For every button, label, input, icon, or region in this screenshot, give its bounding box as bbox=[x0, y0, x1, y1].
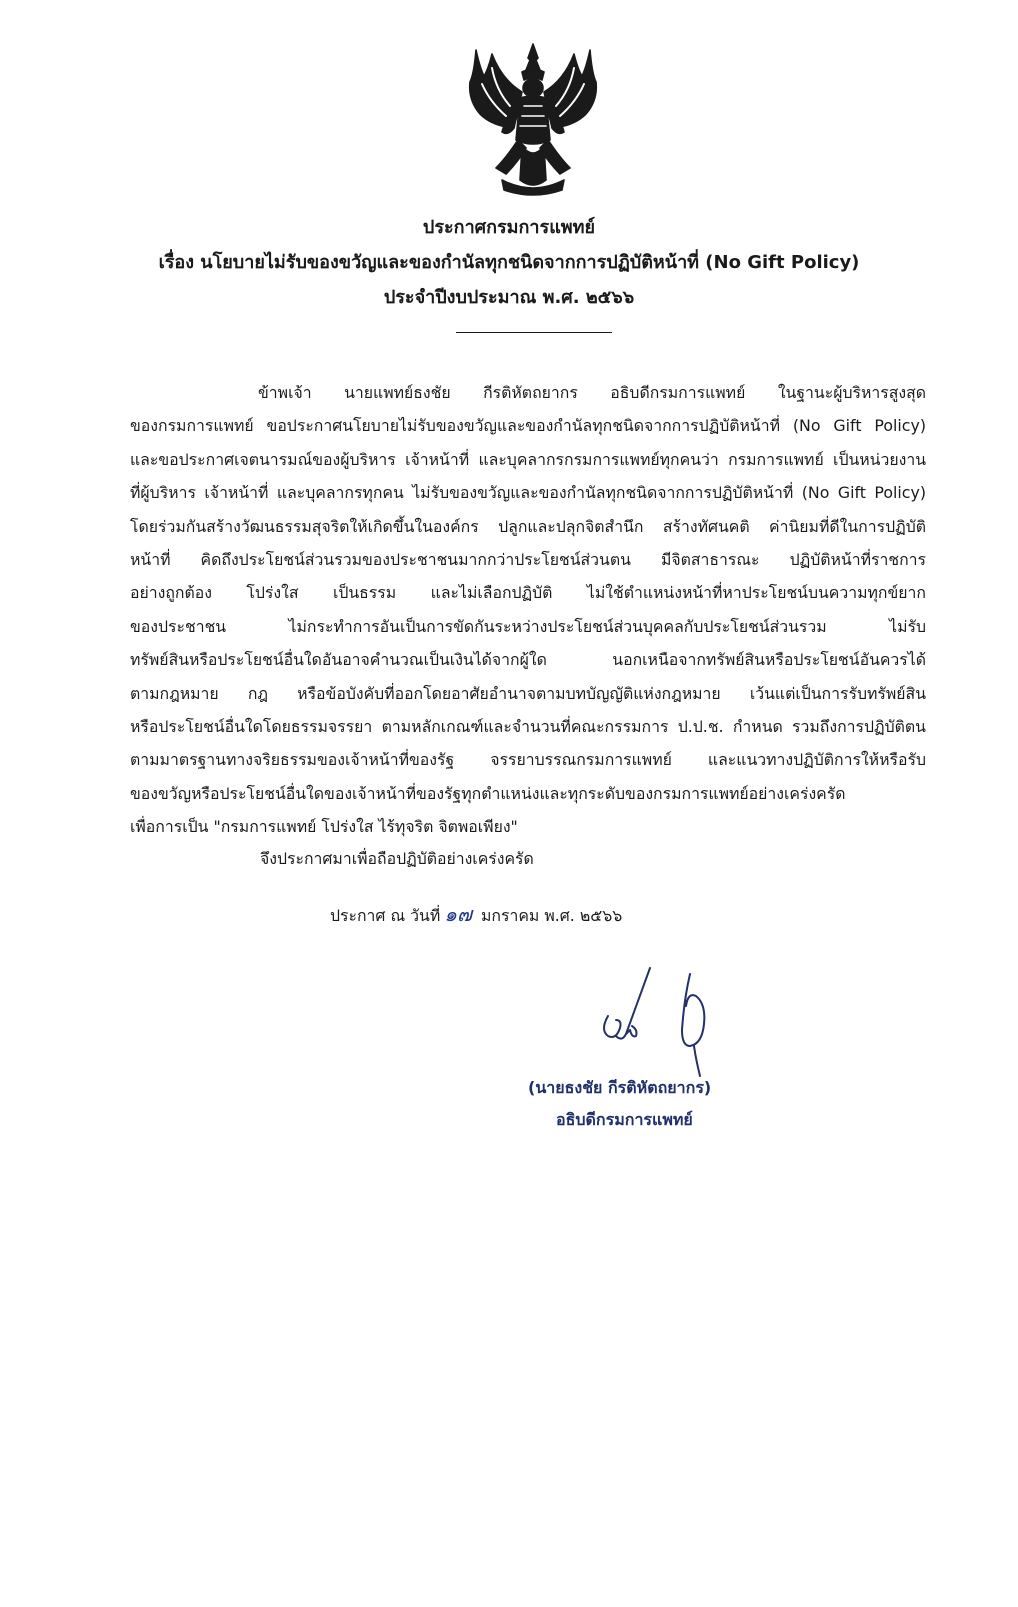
body-line: ตามมาตรฐานทางจริยธรรมของเจ้าหน้าที่ของรัฐ จรรยาบรรณกรมการแพทย์ และแนวทางปฏิบัติการให้หรือรับ bbox=[130, 750, 926, 770]
body-line: ที่ผู้บริหาร เจ้าหน้าที่ และบุคลากรทุกคน ไม่รับของขวัญและของกำนัลทุกชนิดจากการปฏิบัติหน้าที่ (No Gift Policy) bbox=[130, 483, 926, 503]
signatory-name: (นายธงชัย กีรติหัตถยากร) bbox=[528, 1078, 712, 1097]
handwritten-signature-icon bbox=[586, 960, 736, 1080]
closing-statement: จึงประกาศมาเพื่อถือปฏิบัติอย่างเคร่งครัด bbox=[260, 849, 534, 868]
date-prefix: ประกาศ ณ วันที่ bbox=[330, 906, 441, 925]
body-line: หน้าที่ คิดถึงประโยชน์ส่วนรวมของประชาชนมากกว่าประโยชน์ส่วนตน มีจิตสาธารณะ ปฏิบัติหน้าที่ราชการ bbox=[130, 550, 926, 570]
fiscal-year: ประจำปีงบประมาณ พ.ศ. ๒๕๖๖ bbox=[383, 287, 635, 308]
title-divider bbox=[456, 332, 612, 333]
body-line: ตามกฎหมาย กฎ หรือข้อบังคับที่ออกโดยอาศัยอำนาจตามบทบัญญัติแห่งกฎหมาย เว้นแต่เป็นการรับทรัพย์สิน bbox=[130, 683, 926, 703]
announcement-subject: เรื่อง นโยบายไม่รับของขวัญและของกำนัลทุกชนิดจากการปฏิบัติหน้าที่ (No Gift Policy) bbox=[158, 252, 860, 273]
body-line: ของประชาชน ไม่กระทำการอันเป็นการขัดกันระหว่างประโยชน์ส่วนบุคคลกับประโยชน์ส่วนรวม ไม่รับ bbox=[130, 616, 926, 636]
body-line: ของกรมการแพทย์ ขอประกาศนโยบายไม่รับของขวัญและของกำนัลทุกชนิดจากการปฏิบัติหน้าที่ (No Gift Policy) bbox=[130, 416, 926, 436]
body-line: เพื่อการเป็น "กรมการแพทย์ โปร่งใส ไร้ทุจริต จิตพอเพียง" bbox=[130, 817, 518, 837]
garuda-emblem-icon bbox=[462, 40, 604, 200]
title-block bbox=[0, 210, 1018, 315]
announcement-date bbox=[330, 898, 622, 930]
announcement-title: ประกาศกรมการแพทย์ bbox=[422, 217, 596, 238]
body-line: ของขวัญหรือประโยชน์อื่นใดของเจ้าหน้าที่ของรัฐทุกตำแหน่งและทุกระดับของกรมการแพทย์อย่างเคร่งครัด bbox=[130, 783, 846, 803]
body-line: ทรัพย์สินหรือประโยชน์อื่นใดอันอาจคำนวณเป็นเงินได้จากผู้ใด นอกเหนือจากทรัพย์สินหรือประโยชน์อันควรได้ bbox=[130, 650, 926, 670]
date-day: ๑๗ bbox=[444, 902, 472, 926]
signatory-position: อธิบดีกรมการแพทย์ bbox=[556, 1110, 693, 1129]
body-line: อย่างถูกต้อง โปร่งใส เป็นธรรม และไม่เลือกปฏิบัติ ไม่ใช้ตำแหน่งหน้าที่หาประโยชน์บนความทุกข์ยาก bbox=[130, 583, 926, 603]
body-line: ข้าพเจ้า นายแพทย์ธงชัย กีรติหัตถยากร อธิบดีกรมการแพทย์ ในฐานะผู้บริหารสูงสุด bbox=[258, 383, 926, 402]
body-line: และขอประกาศเจตนารมณ์ของผู้บริหาร เจ้าหน้าที่ และบุคลากรกรมการแพทย์ทุกคนว่า กรมการแพทย์ เป็นหน่วยงาน bbox=[130, 449, 926, 469]
announcement-body bbox=[130, 376, 926, 844]
body-line: หรือประโยชน์อื่นใดโดยธรรมจรรยา ตามหลักเกณฑ์และจำนวนที่คณะกรรมการ ป.ป.ช. กำหนด รวมถึงการปฏิบัติตน bbox=[130, 717, 926, 737]
date-month-year: มกราคม พ.ศ. ๒๕๖๖ bbox=[481, 906, 623, 925]
body-line: โดยร่วมกันสร้างวัฒนธรรมสุจริตให้เกิดขึ้นในองค์กร ปลูกและปลุกจิตสำนึก สร้างทัศนคติ ค่านิยมที่ดีในการปฏิบัติ bbox=[130, 516, 926, 536]
